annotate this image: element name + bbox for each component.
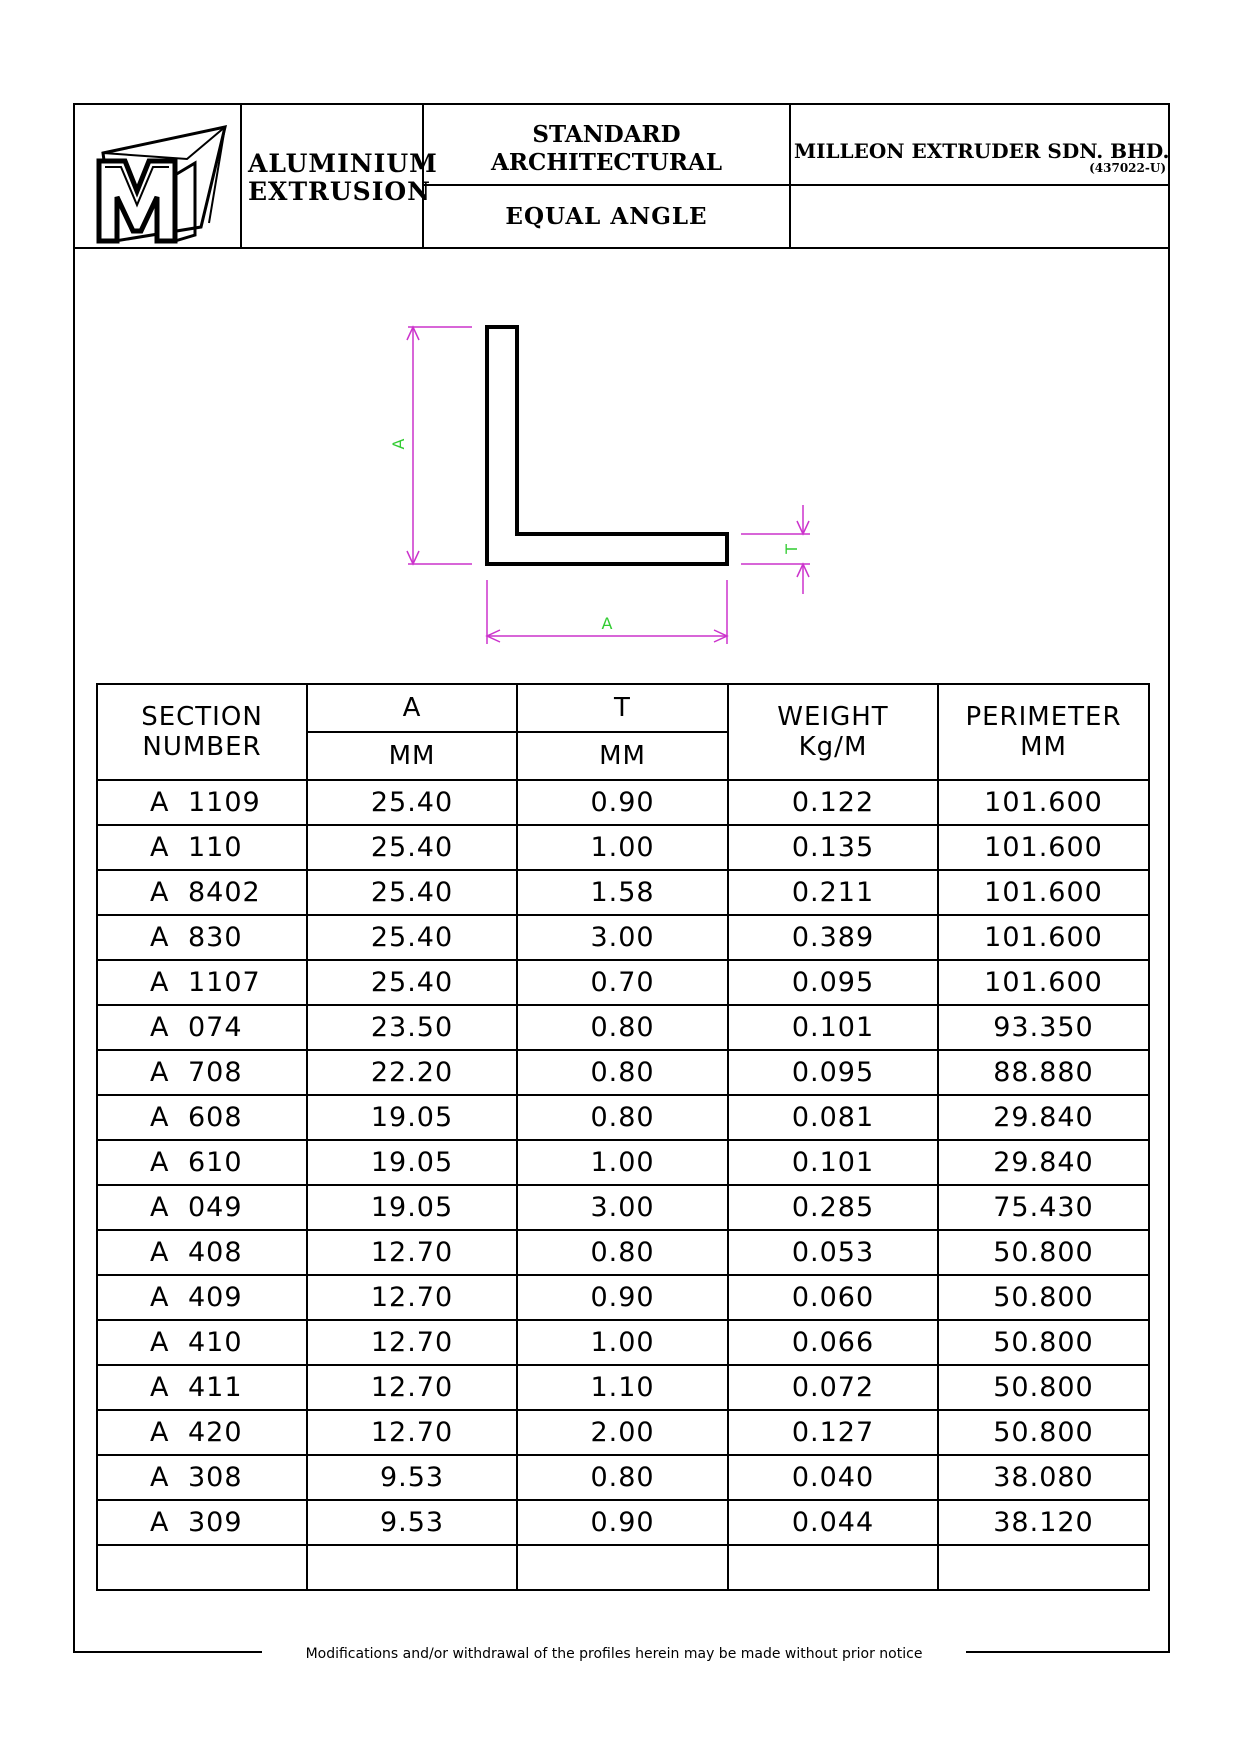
cell-weight: 0.122 — [728, 780, 938, 825]
thickness-label: T — [782, 544, 801, 554]
section-code: 608 — [188, 1102, 243, 1133]
cell-a: 12.70 — [307, 1230, 517, 1275]
header-perimeter-line2: MM — [1020, 732, 1067, 762]
cell-weight: 0.066 — [728, 1320, 938, 1365]
cell-section-number — [97, 1545, 307, 1590]
cell-perimeter: 88.880 — [938, 1050, 1149, 1095]
cell-t: 0.80 — [517, 1455, 728, 1500]
cell-perimeter: 93.350 — [938, 1005, 1149, 1050]
table-row — [97, 1365, 1149, 1410]
logo-cell — [75, 105, 242, 247]
header-section-line1: SECTION — [141, 702, 263, 732]
header-weight — [728, 684, 938, 780]
cell-weight: 0.389 — [728, 915, 938, 960]
angle-spec-table — [96, 683, 1150, 1591]
section-prefix: A — [150, 1192, 170, 1223]
cell-section-number — [97, 1365, 307, 1410]
brand-line-2: EXTRUSION — [248, 177, 432, 206]
header-section-line2: NUMBER — [142, 732, 262, 762]
cell-t: 0.80 — [517, 1095, 728, 1140]
cell-perimeter: 101.600 — [938, 915, 1149, 960]
cell-a: 12.70 — [307, 1410, 517, 1455]
section-code: 411 — [188, 1372, 243, 1403]
footer-note: Modifications and/or withdrawal of the profiles herein may be made without prior notice — [262, 1646, 966, 1662]
header-t-unit: MM — [517, 732, 728, 780]
cell-section-number — [97, 1185, 307, 1230]
company-box — [791, 105, 1170, 186]
cell-t: 3.00 — [517, 915, 728, 960]
cell-a — [307, 1545, 517, 1590]
table-row — [97, 1410, 1149, 1455]
section-prefix: A — [150, 922, 170, 953]
section-code: 308 — [188, 1462, 243, 1493]
table-row — [97, 1140, 1149, 1185]
cell-section-number — [97, 1095, 307, 1140]
section-prefix: A — [150, 967, 170, 998]
table-row — [97, 915, 1149, 960]
cell-perimeter: 101.600 — [938, 825, 1149, 870]
section-prefix: A — [150, 1327, 170, 1358]
cell-a: 25.40 — [307, 825, 517, 870]
company-registration: (437022-U) — [1089, 161, 1166, 175]
cell-perimeter: 29.840 — [938, 1095, 1149, 1140]
cell-perimeter: 50.800 — [938, 1275, 1149, 1320]
section-prefix: A — [150, 1282, 170, 1313]
cell-section-number — [97, 1410, 307, 1455]
cell-section-number — [97, 1455, 307, 1500]
section-prefix: A — [150, 1147, 170, 1178]
cell-weight: 0.072 — [728, 1365, 938, 1410]
section-prefix: A — [150, 1372, 170, 1403]
cell-t: 0.90 — [517, 1500, 728, 1545]
company-cell — [791, 105, 1170, 247]
cell-t — [517, 1545, 728, 1590]
table-row — [97, 1095, 1149, 1140]
cell-weight: 0.211 — [728, 870, 938, 915]
cell-t: 1.00 — [517, 1320, 728, 1365]
company-logo — [75, 105, 242, 247]
cell-weight: 0.040 — [728, 1455, 938, 1500]
section-code: 1109 — [188, 787, 261, 818]
cell-weight: 0.044 — [728, 1500, 938, 1545]
cell-a: 25.40 — [307, 960, 517, 1005]
cell-section-number — [97, 1050, 307, 1095]
cell-t: 3.00 — [517, 1185, 728, 1230]
cell-weight: 0.053 — [728, 1230, 938, 1275]
section-code: 408 — [188, 1237, 243, 1268]
cell-weight: 0.101 — [728, 1005, 938, 1050]
cell-weight: 0.081 — [728, 1095, 938, 1140]
cell-weight: 0.135 — [728, 825, 938, 870]
cell-section-number — [97, 960, 307, 1005]
section-prefix: A — [150, 1507, 170, 1538]
cell-a: 22.20 — [307, 1050, 517, 1095]
header-perimeter — [938, 684, 1149, 780]
cell-a: 19.05 — [307, 1140, 517, 1185]
width-label: A — [601, 614, 613, 633]
cell-t: 0.90 — [517, 1275, 728, 1320]
cell-t: 0.80 — [517, 1230, 728, 1275]
section-prefix: A — [150, 832, 170, 863]
table-row — [97, 1230, 1149, 1275]
table-row — [97, 1500, 1149, 1545]
section-prefix: A — [150, 1057, 170, 1088]
table-row — [97, 960, 1149, 1005]
table-row — [97, 1275, 1149, 1320]
table-row — [97, 1320, 1149, 1365]
cell-t: 0.80 — [517, 1050, 728, 1095]
cell-a: 9.53 — [307, 1500, 517, 1545]
cell-perimeter: 50.800 — [938, 1320, 1149, 1365]
cell-weight: 0.095 — [728, 1050, 938, 1095]
brand-cell — [242, 105, 438, 247]
cell-weight: 0.101 — [728, 1140, 938, 1185]
header-t: T — [517, 684, 728, 732]
header-perimeter-line1: PERIMETER — [965, 702, 1122, 732]
cell-section-number — [97, 780, 307, 825]
cell-t: 1.00 — [517, 1140, 728, 1185]
header-a-unit: MM — [307, 732, 517, 780]
cell-a: 23.50 — [307, 1005, 517, 1050]
section-code: 610 — [188, 1147, 243, 1178]
section-prefix: A — [150, 1237, 170, 1268]
cell-perimeter: 50.800 — [938, 1230, 1149, 1275]
section-code: 1107 — [188, 967, 261, 998]
section-code: 409 — [188, 1282, 243, 1313]
cell-weight: 0.060 — [728, 1275, 938, 1320]
cell-section-number — [97, 1230, 307, 1275]
section-prefix: A — [150, 1417, 170, 1448]
cell-t: 1.10 — [517, 1365, 728, 1410]
company-name: MILLEON EXTRUDER SDN. BHD. — [794, 139, 1170, 163]
cell-perimeter: 101.600 — [938, 780, 1149, 825]
section-code: 410 — [188, 1327, 243, 1358]
table-row — [97, 1050, 1149, 1095]
table-row — [97, 1185, 1149, 1230]
title-cell — [424, 105, 791, 247]
cell-t: 0.70 — [517, 960, 728, 1005]
cell-weight: 0.285 — [728, 1185, 938, 1230]
cell-perimeter: 101.600 — [938, 870, 1149, 915]
section-code: 830 — [188, 922, 243, 953]
section-prefix: A — [150, 787, 170, 818]
cell-section-number — [97, 1320, 307, 1365]
standard-title — [424, 105, 789, 186]
section-prefix: A — [150, 877, 170, 908]
section-code: 708 — [188, 1057, 243, 1088]
cell-section-number — [97, 1500, 307, 1545]
cell-a: 12.70 — [307, 1275, 517, 1320]
section-prefix: A — [150, 1462, 170, 1493]
title-block — [75, 105, 1168, 249]
section-code: 420 — [188, 1417, 243, 1448]
section-code: 049 — [188, 1192, 243, 1223]
cell-a: 9.53 — [307, 1455, 517, 1500]
header-section-number — [97, 684, 307, 780]
header-a: A — [307, 684, 517, 732]
cell-a: 25.40 — [307, 870, 517, 915]
brand-line-1: ALUMINIUM — [248, 149, 438, 178]
profile-name: EQUAL ANGLE — [505, 203, 708, 230]
cell-section-number — [97, 1275, 307, 1320]
table-row — [97, 780, 1149, 825]
title-line-2: ARCHITECTURAL — [490, 149, 722, 176]
cell-t: 0.80 — [517, 1005, 728, 1050]
cell-perimeter: 38.080 — [938, 1455, 1149, 1500]
cell-a: 19.05 — [307, 1185, 517, 1230]
cell-weight — [728, 1545, 938, 1590]
cell-a: 25.40 — [307, 780, 517, 825]
section-prefix: A — [150, 1102, 170, 1133]
cell-weight: 0.127 — [728, 1410, 938, 1455]
cell-section-number — [97, 1005, 307, 1050]
cell-section-number — [97, 870, 307, 915]
cell-perimeter: 38.120 — [938, 1500, 1149, 1545]
table-row — [97, 1455, 1149, 1500]
cell-perimeter: 50.800 — [938, 1365, 1149, 1410]
table-row — [97, 870, 1149, 915]
cell-weight: 0.095 — [728, 960, 938, 1005]
section-code: 8402 — [188, 877, 261, 908]
cell-a: 19.05 — [307, 1095, 517, 1140]
cell-a: 25.40 — [307, 915, 517, 960]
section-prefix: A — [150, 1012, 170, 1043]
section-code: 110 — [188, 832, 243, 863]
cell-perimeter: 29.840 — [938, 1140, 1149, 1185]
header-weight-line1: WEIGHT — [777, 702, 889, 732]
cell-section-number — [97, 1140, 307, 1185]
cell-a: 12.70 — [307, 1320, 517, 1365]
cell-section-number — [97, 825, 307, 870]
cell-t: 1.00 — [517, 825, 728, 870]
section-code: 309 — [188, 1507, 243, 1538]
table-body — [97, 780, 1149, 1590]
cell-t: 0.90 — [517, 780, 728, 825]
title-line-1: STANDARD — [532, 121, 681, 148]
cell-a: 12.70 — [307, 1365, 517, 1410]
header-weight-line2: Kg/M — [798, 732, 868, 762]
cell-perimeter: 101.600 — [938, 960, 1149, 1005]
table-row — [97, 1545, 1149, 1590]
section-code: 074 — [188, 1012, 243, 1043]
cell-section-number — [97, 915, 307, 960]
table-row — [97, 1005, 1149, 1050]
cell-perimeter: 50.800 — [938, 1410, 1149, 1455]
cell-perimeter: 75.430 — [938, 1185, 1149, 1230]
height-label: A — [389, 438, 408, 450]
table-row — [97, 825, 1149, 870]
cell-t: 2.00 — [517, 1410, 728, 1455]
cell-perimeter — [938, 1545, 1149, 1590]
cell-t: 1.58 — [517, 870, 728, 915]
